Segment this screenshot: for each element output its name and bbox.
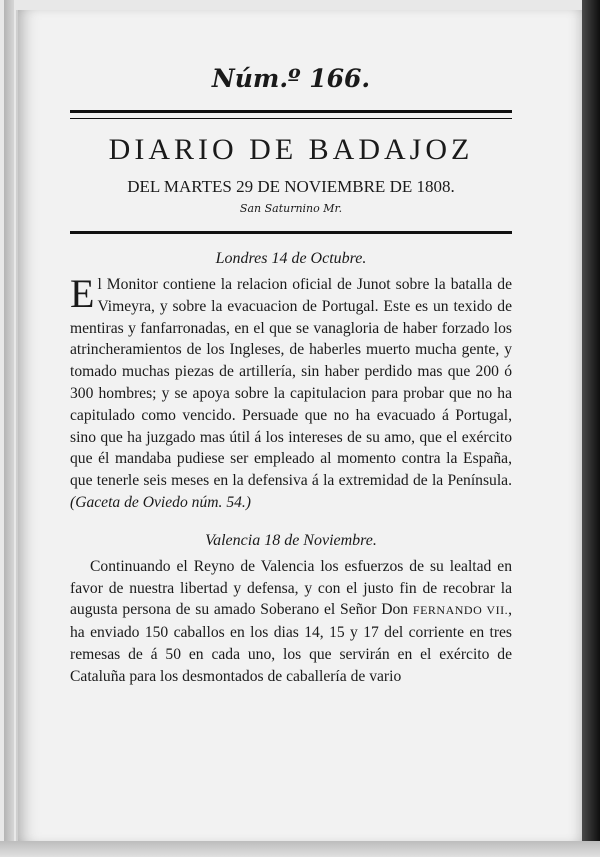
king-name: FERNANDO VII. <box>412 603 509 618</box>
article-2-text-end: , ha enviado 150 caballos en los dias 14, 15 y 17 del corriente en tres remesas de á 50 en cada uno, los que servirán en el exército de Cataluña para los desmontados de caballería de vario <box>70 601 512 685</box>
page-content <box>70 46 512 688</box>
issue-number: Núm.º 166. <box>211 64 371 93</box>
article-2-body <box>70 556 512 688</box>
issue-dateline: DEL MARTES 29 DE NOVIEMBRE DE 1808. <box>127 177 455 196</box>
bottom-edge <box>0 841 600 857</box>
article-1-body <box>70 271 512 514</box>
drop-cap: E <box>70 271 95 316</box>
header-rule <box>70 231 512 234</box>
newspaper-title: DIARIO DE BADAJOZ <box>108 133 474 166</box>
saint-of-day: San Saturnino Mr. <box>239 202 343 215</box>
left-book-edge <box>4 0 14 857</box>
article-2-place-date: Valencia 18 de Noviembre. <box>205 531 377 549</box>
article-2-text-start: Continuando el Reyno de Valencia los esfuerzos de su lealtad en favor de nuestra libertad y defensa, y con el justo fin de recobrar la augusta persona de su amado Soberano el Señor Don <box>70 557 512 619</box>
header-double-rule <box>70 110 512 119</box>
article-1-citation: (Gaceta de Oviedo núm. 54.) <box>70 493 252 511</box>
article-1-place-date: Londres 14 de Octubre. <box>215 250 367 267</box>
article-1-text: l Monitor contiene la relacion oficial de Junot sobre la batalla de Vimeyra, y sobre la evacuacion de Portugal. Este es un texido de mentiras y fanfarronadas, en el que se vanagloria de haber forzado los atrincheramientos de los Ingleses, de haberles muerto mucha gente, y tomado muchas piezas de artillería, sin haber perdido mas que 200 ó 300 hombres; y se apoya sobre la capitulacion para probar que no ha capitulado como vencido. Persuade que no ha evacuado á Portugal, sino que ha juzgado mas útil á los intereses de su amo, que el exército que él mandaba pudiese ser empleado al momento contra la España, que tenerle seis meses en la defensiva á la extremidad de la Península. <box>70 276 512 490</box>
right-shadow <box>582 0 600 857</box>
